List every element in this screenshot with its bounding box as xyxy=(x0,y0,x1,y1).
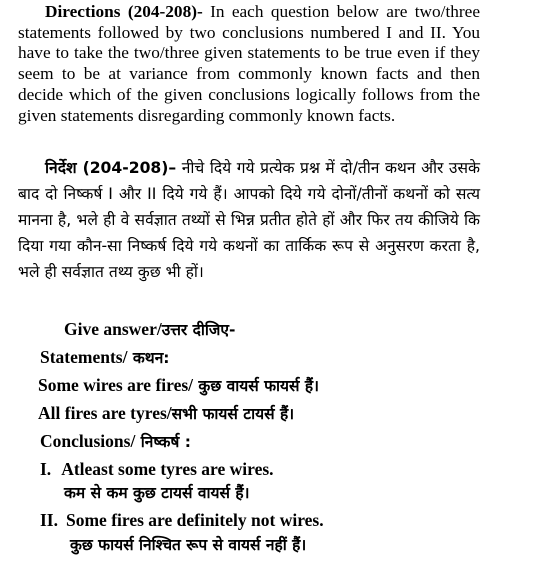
conclusions-heading: Conclusions/ निष्कर्ष : xyxy=(40,431,191,451)
directions-english xyxy=(18,2,480,126)
directions-hi-text: नीचे दिये गये प्रत्येक प्रश्न में दो/तीन कथन और उसके बाद दो निष्कर्ष I और II दिये गये हैं। आपको दिये गये दोनों/तीनों कथनों को सत्य मानना है, भले ही वे सर्वज्ञात तथ्यों से भिन्न प्रतीत होते हों और फिर तय कीजिये कि दिया गया कौन-सा निष्कर्ष दिये गये कथनों का तार्किक रूप से अनुसरण करता है, भले ही सर्वज्ञात तथ्य कुछ भी हों। xyxy=(18,159,480,281)
statement-1: Some wires are fires/ कुछ वायर्स फायर्स हैं। xyxy=(38,375,320,395)
directions-hindi xyxy=(18,155,480,285)
conclusion-2 xyxy=(40,510,324,531)
conclusion-2-en: Some fires are definitely not wires. xyxy=(66,510,324,530)
statement-2: All fires are tyres/सभी फायर्स टायर्स हैं। xyxy=(38,403,295,423)
conclusion-1 xyxy=(40,459,274,480)
conclusion-1-number: I. xyxy=(40,459,52,479)
conclusion-2-number: II. xyxy=(40,510,58,530)
directions-text: In each question below are two/three statements followed by two conclusions numbered I and II. You have to take the two/three given statements to be true even if they seem to be at variance from commonly known facts and then decide which of the given conclusions logically follows from the given statements disregarding commonly known facts. xyxy=(18,2,480,125)
give-answer: Give answer/उत्तर दीजिए- xyxy=(64,319,236,339)
conclusion-1-hi: कम से कम कुछ टायर्स वायर्स हैं। xyxy=(64,484,250,502)
conclusion-1-en: Atleast some tyres are wires. xyxy=(61,459,274,479)
statements-heading: Statements/ कथन: xyxy=(40,347,170,367)
directions-hi-label: निर्देश (204-208)– xyxy=(45,159,177,177)
directions-label: Directions (204-208)- xyxy=(45,2,203,21)
conclusion-2-hi: कुछ फायर्स निश्चित रूप से वायर्स नहीं हैं। xyxy=(70,536,307,554)
